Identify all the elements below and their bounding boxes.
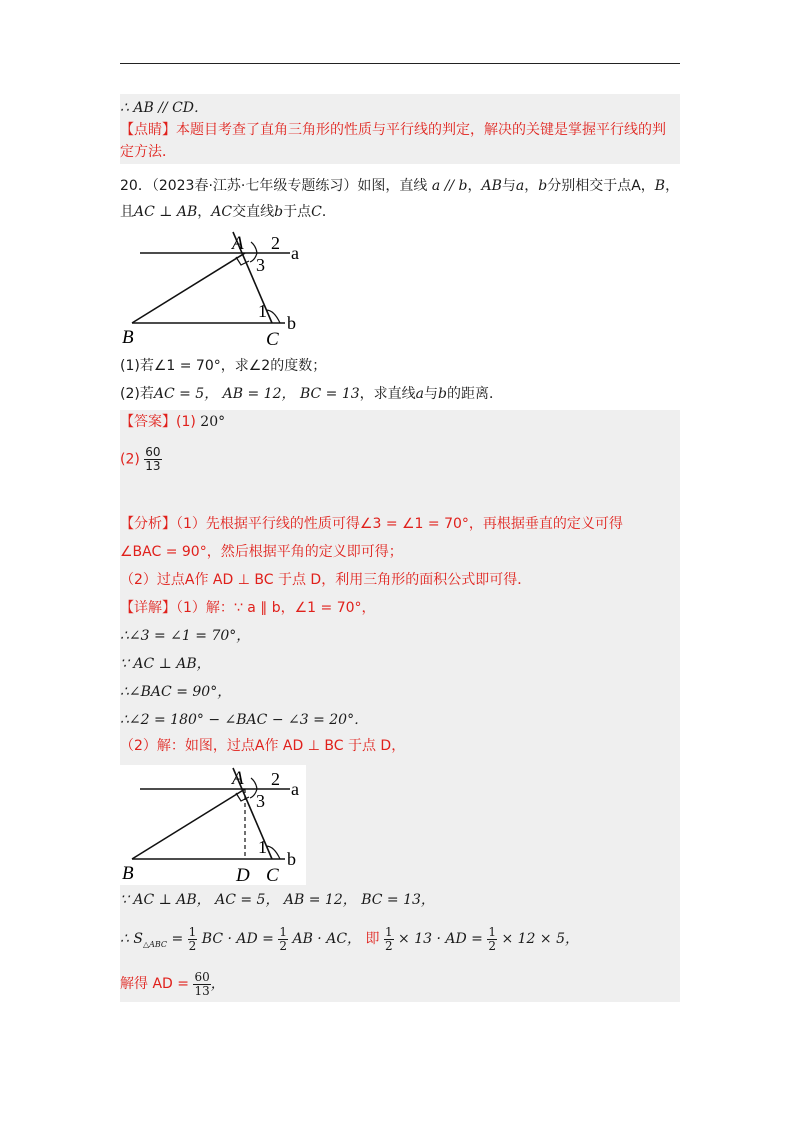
ad-denominator: 13 [194,983,210,998]
header-rule [120,63,680,64]
label-C: C [266,329,279,350]
problem-stem-line-1: 20．（2023春·江苏·七年级专题练习）如图，直线 a // b，AB与a，b分别相交于点A，B， [120,178,680,194]
answer-1-value: 20° [200,414,226,430]
fig2-label-2: 2 [271,769,280,789]
stem-text-e: 于点 [283,204,312,220]
fig2-label-B: B [122,863,134,884]
var-b: b [538,178,548,194]
perp-ac-ab: AC ⊥ AB [134,204,198,220]
parallel-ab: a // b [431,178,468,194]
figure-1 [120,228,320,352]
answer-1-label: (1) [176,414,196,430]
area-subscript: △ABC [142,939,168,949]
detail-text-1: （1）解：∵ a ∥ b，∠1 = 70°， [176,600,376,616]
segment-ab-line [132,253,245,323]
detail-line-2: ∴∠3 = ∠1 = 70°， [120,628,251,644]
analysis-tag: 【分析】 [120,516,176,532]
answer-2-numerator: 60 [145,445,161,459]
eq-left: × 13 · AD = [398,931,483,947]
half-4-num: 1 [488,924,496,939]
half-3-den: 2 [384,938,393,953]
question-1: (1)若∠1 = 70°，求∠2的度数； [120,358,327,374]
detail-tag: 【详解】 [120,600,176,616]
stem-text-d: 交直线 [232,204,275,220]
fig2-label-b: b [287,849,296,869]
segment-ac: AC [211,204,233,220]
fig2-label-D: D [236,865,250,885]
label-3: 3 [256,255,265,275]
detail-line-4: ∴∠BAC = 90°， [120,684,232,700]
analysis-line-3: （2）过点A作 AD ⊥ BC 于点 D，利用三角形的面积公式即可得． [120,572,532,588]
var-a: a [515,178,525,194]
q2-line-b: b [438,386,447,402]
solve-text: 解得 AD = [120,976,189,992]
stem-text-b: 分别相交于点 [547,178,632,194]
answer-line-2 [120,446,162,473]
analysis-line-2: ∠BAC = 90°，然后根据平角的定义即可得； [120,544,403,560]
ad-end: ， [210,976,225,992]
half-4 [487,926,497,953]
half-3-num: 1 [384,924,393,939]
area-symbol: ∴ S [120,931,143,947]
question-2: (2)若AC = 5， AB = 12， BC = 13，求直线a与b的距离． [120,386,503,402]
label-A: A [232,233,244,254]
line-b: b [274,204,284,220]
label-a: a [291,243,299,263]
half-1-num: 1 [188,924,197,939]
area-ab-ac: AB · AC， [292,931,362,947]
ad-numerator: 60 [194,969,210,984]
segment-ab: AB [481,178,502,194]
point-c: C [311,204,322,220]
answer-2-fraction [144,446,161,473]
label-B: B [122,327,134,348]
stem-text-a: 如图，直线 [357,178,428,194]
q2-end: 的距离． [446,386,503,402]
half-2 [278,926,288,953]
fig2-label-1: 1 [258,837,267,857]
stem-text-c: 且 [120,204,134,220]
questions-block [120,352,680,410]
q2-conditions: AC = 5， AB = 12， BC = 13 [153,386,360,402]
angle-2-arc [251,242,257,253]
detail-line-9 [120,968,225,1000]
comment-line-1 [120,120,666,140]
detail-line-6: （2）解：如图，过点A作 AD ⊥ BC 于点 D， [120,738,406,754]
analysis-text-1: （1）先根据平行线的性质可得∠3 = ∠1 = 70°，再根据垂直的定义可得 [176,516,623,532]
ad-fraction [193,971,210,998]
half-1 [188,926,198,953]
problem-number: 20． [120,178,152,194]
detail-line-3: ∵ AC ⊥ AB， [120,656,211,672]
fig2-label-C: C [266,865,279,885]
figure-2 [120,765,306,885]
comment-text-1: 本题目考查了直角三角形的性质与平行线的判定，解决的关键是掌握平行线的判 [176,122,666,138]
problem-block [120,172,680,232]
answer-line-1 [120,412,225,432]
detail-line-1 [120,598,376,618]
comment-line-2: 定方法． [120,144,176,160]
q2-post: ，求直线 [359,386,416,402]
q2-line-a: a [415,386,425,402]
problem-source: （2023春·江苏·七年级专题练习） [151,178,358,194]
answer-2-label: (2) [120,451,140,468]
detail-line-5: ∴∠2 = 180° − ∠BAC − ∠3 = 20°． [120,712,369,728]
detail-line-8: ∴ $S_{\triangle ABC}$ = $\frac{1}{2}$ BC · AD = $\frac{1}{2}$ AB · AC， 即 $\frac{1}{2}$ × 13 · AD = $\frac{1}{2}$ × 12 × 5， [120,924,579,953]
top-conclusion: ∴ AB // CD． [120,100,209,116]
detail-line-7: ∵ AC ⊥ AB， AC = 5， AB = 12， BC = 13， [120,892,435,908]
area-bc-ad: BC · AD = [201,931,274,947]
answer-tag: 【答案】 [120,414,176,430]
half-4-den: 2 [488,938,496,953]
problem-stem-line-2: 且AC ⊥ AB，AC交直线b于点C． [120,204,336,220]
point-b: B [654,178,666,194]
solution-block [120,410,680,1002]
comment-tag: 【点睛】 [120,122,176,138]
half-2-num: 1 [279,924,287,939]
label-1: 1 [258,301,267,321]
comment-block [120,94,680,164]
fig2-label-A: A [232,768,244,789]
answer-2-denominator: 13 [145,459,161,473]
fig2-label-a: a [291,779,299,799]
analysis-line-1 [120,514,623,534]
eq-right: × 12 × 5， [501,931,579,947]
half-3 [384,926,394,953]
label-2: 2 [271,233,280,253]
label-b: b [287,313,296,333]
q2-pre: (2)若 [120,386,154,402]
fig2-label-3: 3 [256,791,265,811]
half-2-den: 2 [279,938,287,953]
half-1-den: 2 [188,938,197,953]
namely-text: 即 [365,931,380,947]
